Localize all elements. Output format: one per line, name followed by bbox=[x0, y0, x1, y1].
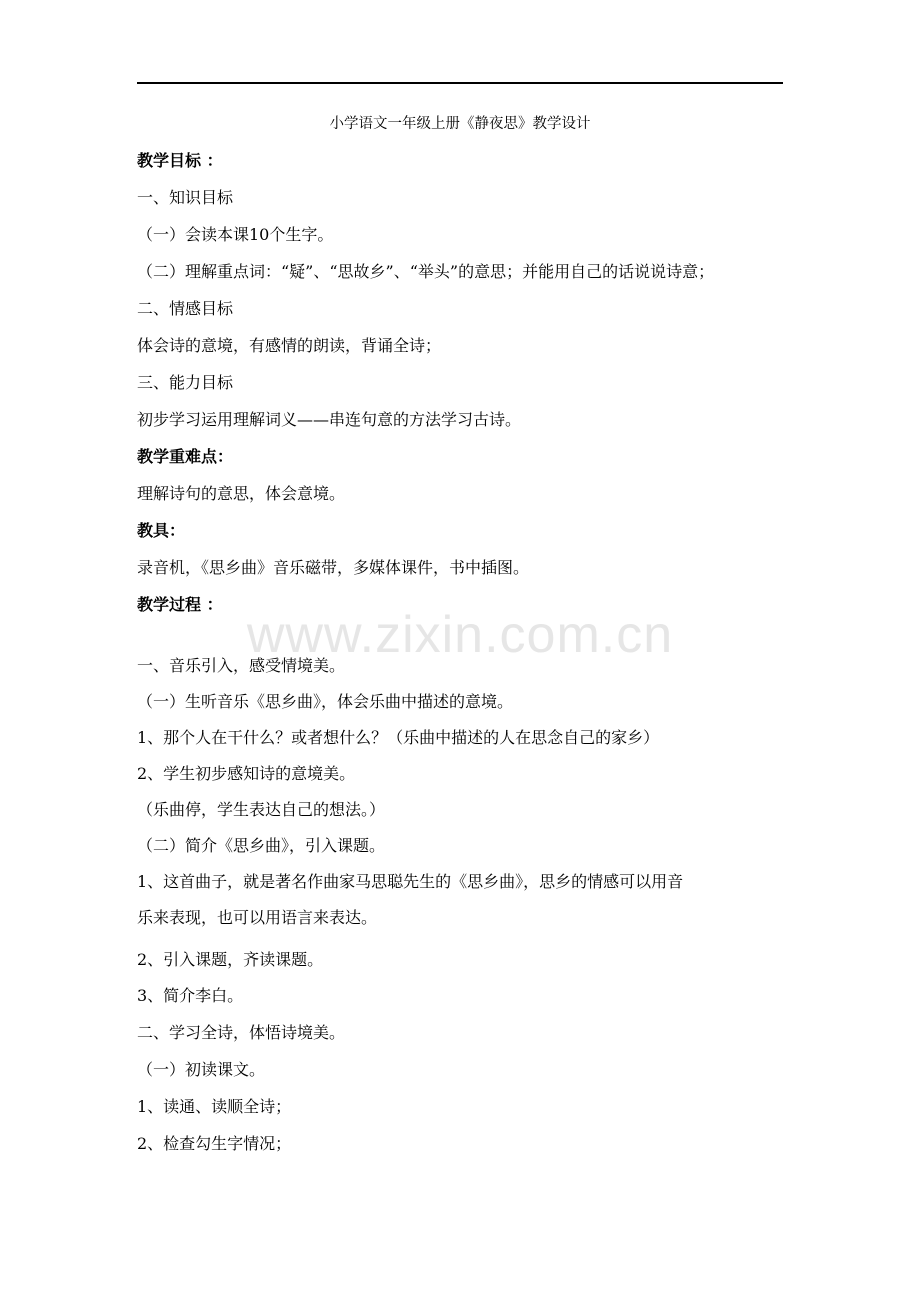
process-step-2: 2、学生初步感知诗的意境美。 bbox=[137, 764, 356, 783]
process-note: （乐曲停，学生表达自己的想法。） bbox=[137, 800, 386, 819]
intro-step-1-line-1: 1、这首曲子，就是著名作曲家马思聪先生的《思乡曲》，思乡的情感可以用音 bbox=[137, 872, 684, 891]
ability-goal-text: 初步学习运用理解词义——串连句意的方法学习古诗。 bbox=[137, 410, 522, 429]
intro-step-1-line-2: 乐来表现，也可以用语言来表达。 bbox=[137, 908, 378, 927]
heading-teaching-aids: 教具： bbox=[137, 521, 186, 540]
heading-teaching-goals: 教学目标 ： bbox=[137, 151, 223, 170]
heading-key-points: 教学重难点： bbox=[137, 447, 234, 466]
process-part-1-sub-1: （一）生听音乐《思乡曲》，体会乐曲中描述的意境。 bbox=[137, 692, 514, 711]
reading-step-1: 1、读通、读顺全诗； bbox=[137, 1097, 292, 1116]
emotion-goal-text: 体会诗的意境，有感情的朗读，背诵全诗； bbox=[137, 336, 442, 355]
process-part-2-sub-1: （一）初读课文。 bbox=[137, 1060, 266, 1079]
intro-step-3: 3、简介李白。 bbox=[137, 986, 244, 1005]
process-part-1-sub-2: （二）简介《思乡曲》，引入课题。 bbox=[137, 836, 386, 855]
section-emotion-goals: 二、情感目标 bbox=[137, 299, 234, 318]
process-part-1-title: 一、音乐引入，感受情境美。 bbox=[137, 656, 346, 675]
key-points-text: 理解诗句的意思，体会意境。 bbox=[137, 484, 346, 503]
intro-step-2: 2、引入课题，齐读课题。 bbox=[137, 950, 324, 969]
section-knowledge-goals: 一、知识目标 bbox=[137, 188, 234, 207]
knowledge-item-2: （二）理解重点词：“疑”、“思故乡”、“举头”的意思；并能用自己的话说说诗意； bbox=[137, 262, 715, 281]
knowledge-item-1: （一）会读本课10个生字。 bbox=[137, 225, 334, 244]
watermark: www.zixin.com.cn bbox=[246, 606, 674, 664]
section-ability-goals: 三、能力目标 bbox=[137, 373, 234, 392]
teaching-aids-text: 录音机，《思乡曲》音乐磁带，多媒体课件，书中插图。 bbox=[137, 558, 530, 577]
reading-step-2: 2、检查勾生字情况； bbox=[137, 1134, 292, 1153]
process-step-1: 1、那个人在干什么？或者想什么？（乐曲中描述的人在思念自己的家乡） bbox=[137, 728, 660, 747]
process-part-2-title: 二、学习全诗，体悟诗境美。 bbox=[137, 1023, 346, 1042]
header-rule bbox=[137, 82, 783, 84]
heading-teaching-process: 教学过程 ： bbox=[137, 595, 223, 614]
document-title: 小学语文一年级上册《静夜思》教学设计 bbox=[329, 116, 591, 132]
